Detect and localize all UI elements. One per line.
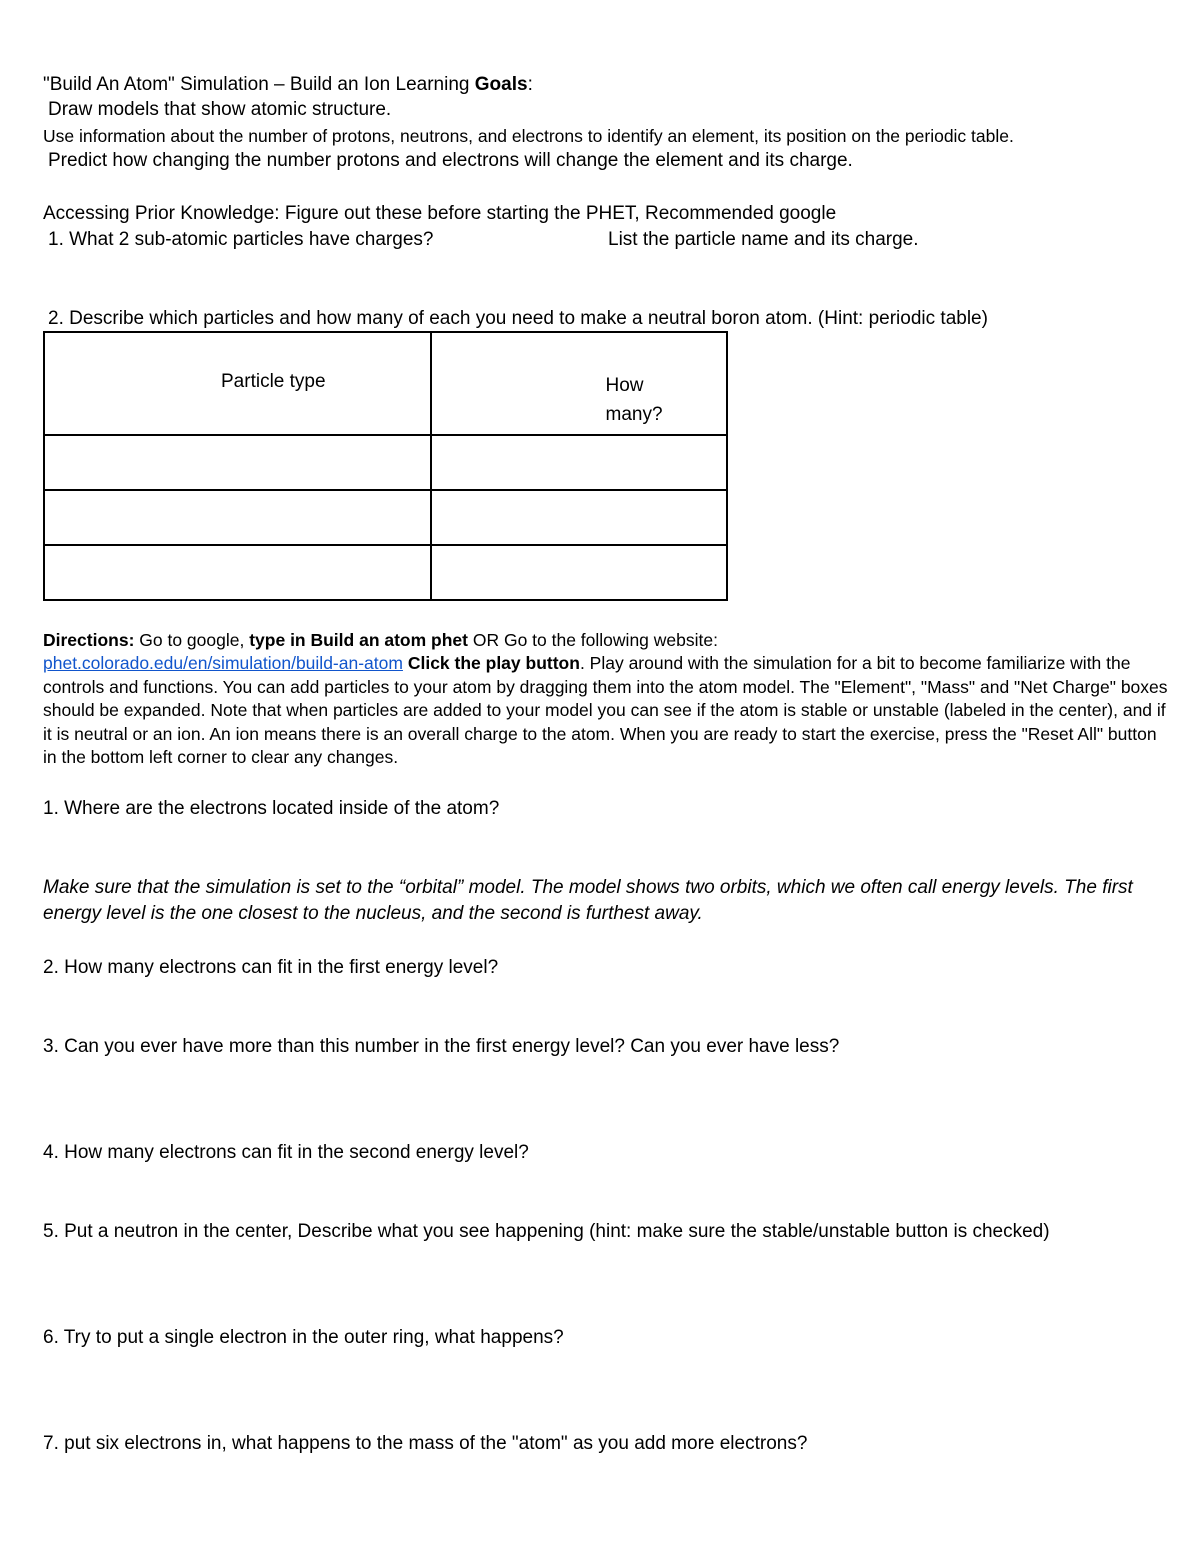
title-text: "Build An Atom" Simulation – Build an Ion Learning bbox=[43, 74, 475, 95]
directions-text-2: OR Go to the following website: bbox=[467, 630, 718, 650]
question-5: 5. Put a neutron in the center, Describe what you see happening (hint: make sure the stable/unstable button is checked) bbox=[43, 1221, 1050, 1242]
particle-table bbox=[43, 331, 728, 601]
goal-1: Draw models that show atomic structure. bbox=[48, 99, 392, 120]
table-row bbox=[44, 545, 727, 600]
phet-website-link[interactable]: phet.colorado.edu/en/simulation/build-an-atom bbox=[43, 653, 403, 674]
question-3: 3. Can you ever have more than this number in the first energy level? Can you ever have less? bbox=[43, 1036, 840, 1057]
directions-paragraph bbox=[43, 629, 1173, 769]
how-many-cell[interactable] bbox=[431, 435, 727, 490]
question-7: 7. put six electrons in, what happens to the mass of the "atom" as you add more electrons? bbox=[43, 1433, 808, 1454]
question-6: 6. Try to put a single electron in the outer ring, what happens? bbox=[43, 1327, 564, 1348]
how-many-header bbox=[431, 332, 727, 435]
directions-search-instruction: type in Build an atom phet bbox=[249, 630, 468, 650]
prior-question-1-instruction: List the particle name and its charge. bbox=[608, 229, 919, 250]
how-many-cell[interactable] bbox=[431, 490, 727, 545]
question-1: 1. Where are the electrons located inside of the atom? bbox=[43, 798, 500, 819]
particle-type-cell[interactable] bbox=[44, 490, 431, 545]
particle-table-header-row bbox=[44, 332, 727, 435]
prior-knowledge-heading: Accessing Prior Knowledge: Figure out these before starting the PHET, Recommended google bbox=[43, 203, 837, 224]
goal-3: Predict how changing the number protons and electrons will change the element and its charge. bbox=[48, 150, 853, 171]
worksheet-title bbox=[43, 73, 533, 97]
prior-question-1: 1. What 2 sub-atomic particles have charges? bbox=[48, 229, 434, 250]
question-4: 4. How many electrons can fit in the second energy level? bbox=[43, 1142, 529, 1163]
prior-question-2: 2. Describe which particles and how many of each you need to make a neutral boron atom. (Hint: periodic table) bbox=[48, 308, 988, 329]
directions-text-3: . Play around with the simulation for a bit to become familiarize with the controls and functions. You can add particles to your atom by dragging them into the atom model. The "Element", "Mass" and "Net Charge" boxes should be expanded. Note that when particles are added to your model you can see if the atom is stable or unstable (labeled in the center), and if it is neutral or an ion. An ion means there is an overall charge to the atom. When you are ready to start the exercise, press the "Reset All" button in the bottom left corner to clear any changes. bbox=[43, 653, 1168, 768]
table-row bbox=[44, 435, 727, 490]
how-many-cell[interactable] bbox=[431, 545, 727, 600]
table-row bbox=[44, 490, 727, 545]
particle-type-cell[interactable] bbox=[44, 435, 431, 490]
particle-type-header: Particle type bbox=[44, 332, 431, 435]
title-colon: : bbox=[527, 74, 533, 95]
how-many-header-text: How many? bbox=[605, 375, 663, 425]
directions-play-instruction: Click the play button bbox=[407, 653, 580, 674]
directions-label: Directions: bbox=[43, 630, 135, 650]
goal-2: Use information about the number of protons, neutrons, and electrons to identify an element, its position on the periodic table. bbox=[43, 126, 1014, 146]
directions-text-1: Go to google, bbox=[134, 630, 250, 650]
particle-type-cell[interactable] bbox=[44, 545, 431, 600]
question-2: 2. How many electrons can fit in the first energy level? bbox=[43, 957, 499, 978]
orbital-model-note: Make sure that the simulation is set to the “orbital” model. The model shows two orbits, which we often call energy levels. The first energy level is the one closest to the nucleus, and the second is furthest away. bbox=[43, 877, 1133, 924]
title-goals-bold: Goals bbox=[474, 74, 528, 95]
